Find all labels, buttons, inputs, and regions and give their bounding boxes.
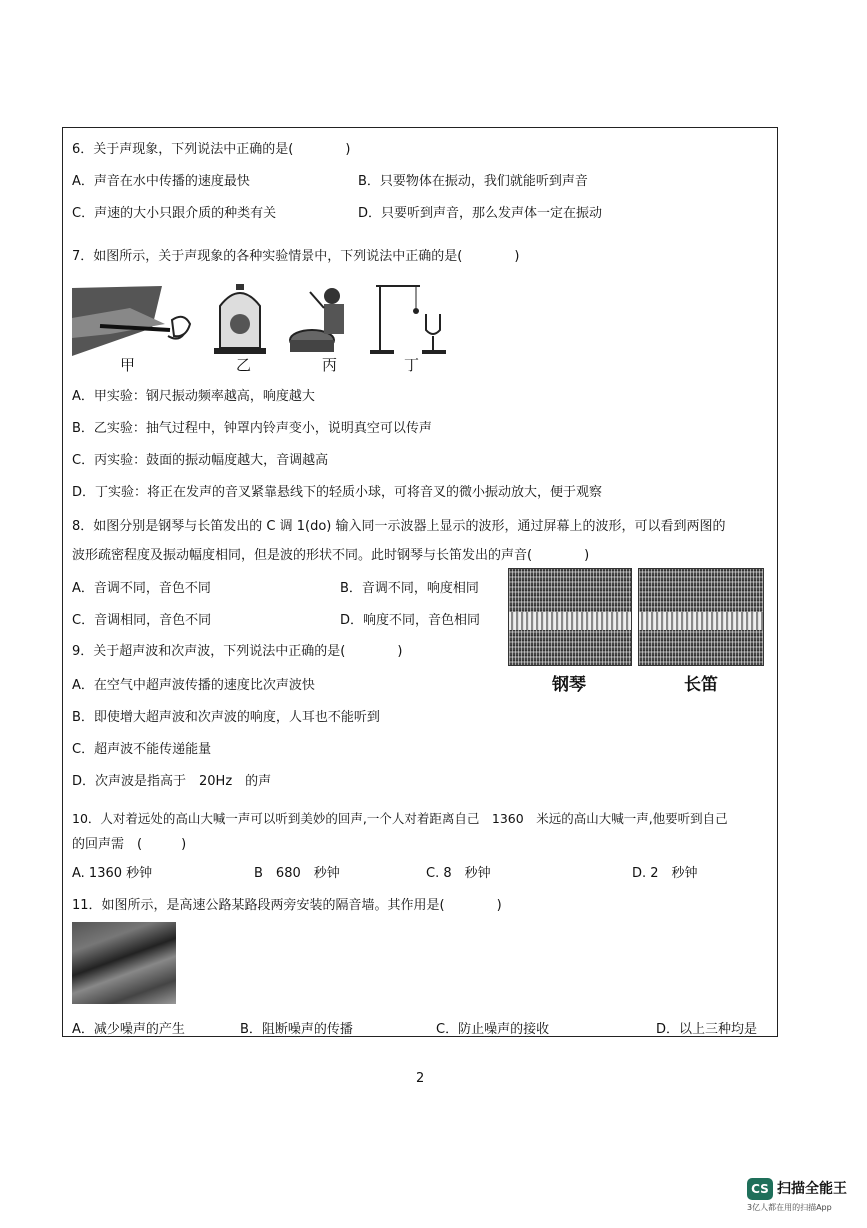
q6-option-b: B．只要物体在振动，我们就能听到声音 bbox=[358, 174, 588, 189]
piano-caption: 钢琴 bbox=[552, 675, 586, 695]
q9-stem: 9．关于超声波和次声波，下列说法中正确的是( ) bbox=[72, 644, 403, 659]
q8-option-a: A．音调不同，音色不同 bbox=[72, 581, 211, 596]
q11-option-c: C．防止噪声的接收 bbox=[436, 1022, 550, 1037]
q7-option-c: C．丙实验：鼓面的振动幅度越大，音调越高 bbox=[72, 453, 329, 468]
q8-option-c: C．音调相同，音色不同 bbox=[72, 613, 212, 628]
sound-barrier-photo bbox=[72, 922, 176, 1004]
q7-option-b: B．乙实验：抽气过程中，钟罩内铃声变小，说明真空可以传声 bbox=[72, 421, 432, 436]
q8-stem-line2: 波形疏密程度及振动幅度相同，但是波的形状不同。此时钢琴与长笛发出的声音( ) bbox=[72, 548, 590, 563]
q11-option-a: A．减少噪声的产生 bbox=[72, 1022, 185, 1037]
watermark-brand: 扫描全能王 bbox=[777, 1181, 847, 1197]
q9-option-c: C．超声波不能传递能量 bbox=[72, 742, 212, 757]
q11-stem: 11．如图所示，是高速公路某路段两旁安装的隔音墙。其作用是( ) bbox=[72, 898, 502, 913]
bell-jar-image bbox=[214, 284, 266, 354]
page-number: 2 bbox=[416, 1071, 425, 1086]
ruler-experiment-image bbox=[72, 286, 190, 356]
q9-option-b: B．即使增大超声波和次声波的响度，人耳也不能听到 bbox=[72, 710, 380, 725]
q6-option-c: C．声速的大小只跟介质的种类有关 bbox=[72, 206, 277, 221]
q6-stem: 6．关于声现象，下列说法中正确的是( ) bbox=[72, 142, 351, 157]
q8-stem-line1: 8．如图分别是钢琴与长笛发出的 C 调 1(do) 输入同一示波器上显示的波形，通过屏幕上的波形，可以看到两图的 bbox=[72, 519, 726, 534]
flute-waveform-image bbox=[638, 568, 764, 666]
tuning-fork-image bbox=[370, 286, 446, 354]
q6-option-d: D．只要听到声音，那么发声体一定在振动 bbox=[358, 206, 603, 221]
q7-label-yi: 乙 bbox=[236, 356, 252, 374]
drum-experiment-image bbox=[290, 288, 344, 352]
q10-option-a: A. 1360 秒钟 bbox=[72, 866, 153, 881]
q7-option-a: A．甲实验：钢尺振动频率越高，响度越大 bbox=[72, 389, 315, 404]
q8-option-d: D．响度不同，音色相同 bbox=[340, 613, 481, 628]
q9-option-d: D．次声波是指高于 20Hz 的声 bbox=[72, 774, 272, 789]
q7-label-ding: 丁 bbox=[404, 356, 420, 374]
q11-option-b: B．阻断噪声的传播 bbox=[240, 1022, 353, 1037]
q7-label-jia: 甲 bbox=[120, 356, 136, 374]
q9-option-a: A．在空气中超声波传播的速度比次声波快 bbox=[72, 678, 315, 693]
q10-stem-line2: 的回声需 ( ) bbox=[72, 837, 187, 852]
q6-option-a: A．声音在水中传播的速度最快 bbox=[72, 174, 250, 189]
q11-option-d: D．以上三种均是 bbox=[656, 1022, 758, 1037]
q7-stem: 7．如图所示，关于声现象的各种实验情景中，下列说法中正确的是( ) bbox=[72, 249, 520, 264]
q7-label-bing: 丙 bbox=[322, 356, 338, 374]
q8-option-b: B．音调不同，响度相同 bbox=[340, 581, 479, 596]
camscanner-logo-icon: CS bbox=[747, 1178, 773, 1200]
q10-option-d: D. 2 秒钟 bbox=[632, 866, 698, 881]
watermark-tagline: 3亿人都在用的扫描App bbox=[747, 1203, 832, 1212]
q7-option-d: D．丁实验：将正在发声的音叉紧靠悬线下的轻质小球，可将音叉的微小振动放大，便于观察 bbox=[72, 485, 603, 500]
q10-stem-line1: 10．人对着远处的高山大喊一声可以听到美妙的回声,一个人对着距离自己 1360 米远的高山大喊一声,他要听到自己 bbox=[72, 811, 728, 826]
q10-option-b: B 680 秒钟 bbox=[254, 866, 340, 881]
flute-caption: 长笛 bbox=[684, 675, 718, 695]
piano-waveform-image bbox=[508, 568, 632, 666]
q10-option-c: C. 8 秒钟 bbox=[426, 866, 491, 881]
